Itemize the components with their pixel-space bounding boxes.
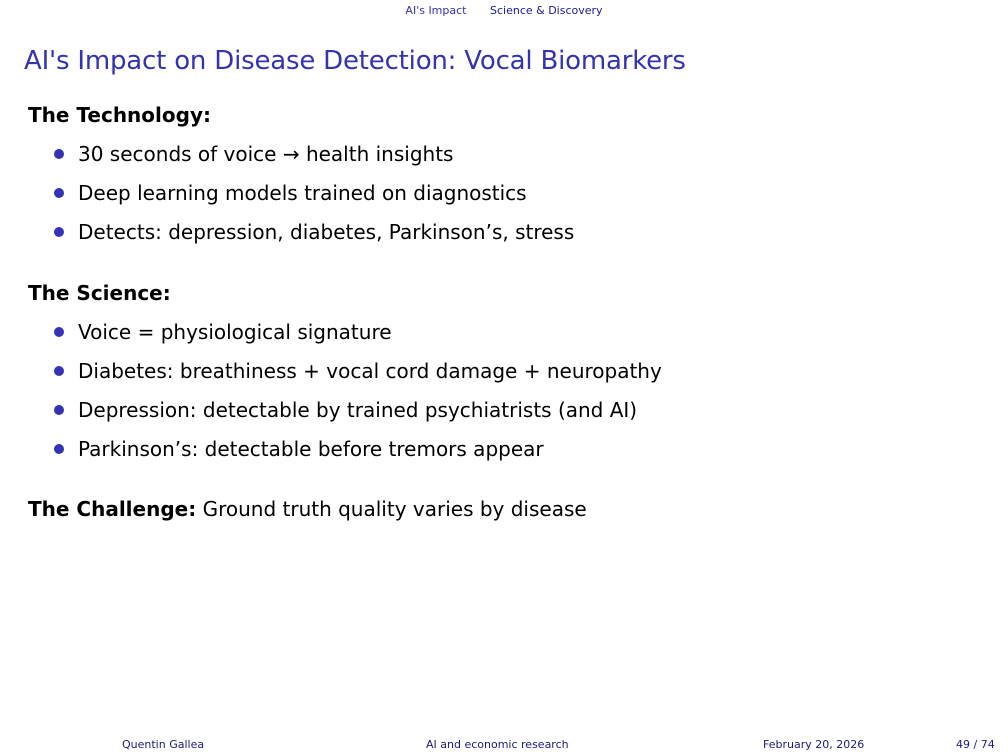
list-item [52, 141, 574, 180]
challenge-statement [28, 497, 587, 521]
footer-author: Quentin Gallea [122, 738, 205, 751]
slide-title: AI's Impact on Disease Detection: Vocal Biomarkers [24, 46, 686, 76]
challenge-text: Ground truth quality varies by disease [202, 497, 587, 521]
list-item [52, 397, 662, 436]
bullet-icon [54, 327, 64, 337]
nav-section[interactable]: AI's Impact [405, 4, 467, 17]
bullet-icon [54, 366, 64, 376]
nav-subsection[interactable]: Science & Discovery [490, 4, 603, 17]
list-item [52, 180, 574, 219]
bullet-icon [54, 188, 64, 198]
list-item [52, 436, 662, 475]
challenge-label: The Challenge: [28, 497, 197, 521]
list-item-text: Detects: depression, diabetes, Parkinson’s, stress [78, 220, 575, 244]
footer-page-number: 49 / 74 [956, 738, 995, 751]
science-list [52, 319, 662, 475]
top-navigation [0, 4, 1008, 17]
footer-date: February 20, 2026 [763, 738, 865, 751]
technology-list [52, 141, 574, 258]
list-item [52, 219, 574, 258]
footer-talk-title: AI and economic research [426, 738, 569, 751]
list-item-text: Voice = physiological signature [78, 320, 392, 344]
list-item [52, 358, 662, 397]
footer [0, 738, 1008, 754]
list-item-text: 30 seconds of voice → health insights [78, 142, 454, 166]
bullet-icon [54, 444, 64, 454]
bullet-icon [54, 405, 64, 415]
science-heading: The Science: [28, 281, 171, 305]
list-item-text: Deep learning models trained on diagnostics [78, 181, 527, 205]
list-item-text: Parkinson’s: detectable before tremors appear [78, 437, 544, 461]
list-item-text: Diabetes: breathiness + vocal cord damage + neuropathy [78, 359, 662, 383]
list-item-text: Depression: detectable by trained psychiatrists (and AI) [78, 398, 638, 422]
list-item [52, 319, 662, 358]
technology-heading: The Technology: [28, 103, 211, 127]
bullet-icon [54, 227, 64, 237]
bullet-icon [54, 149, 64, 159]
